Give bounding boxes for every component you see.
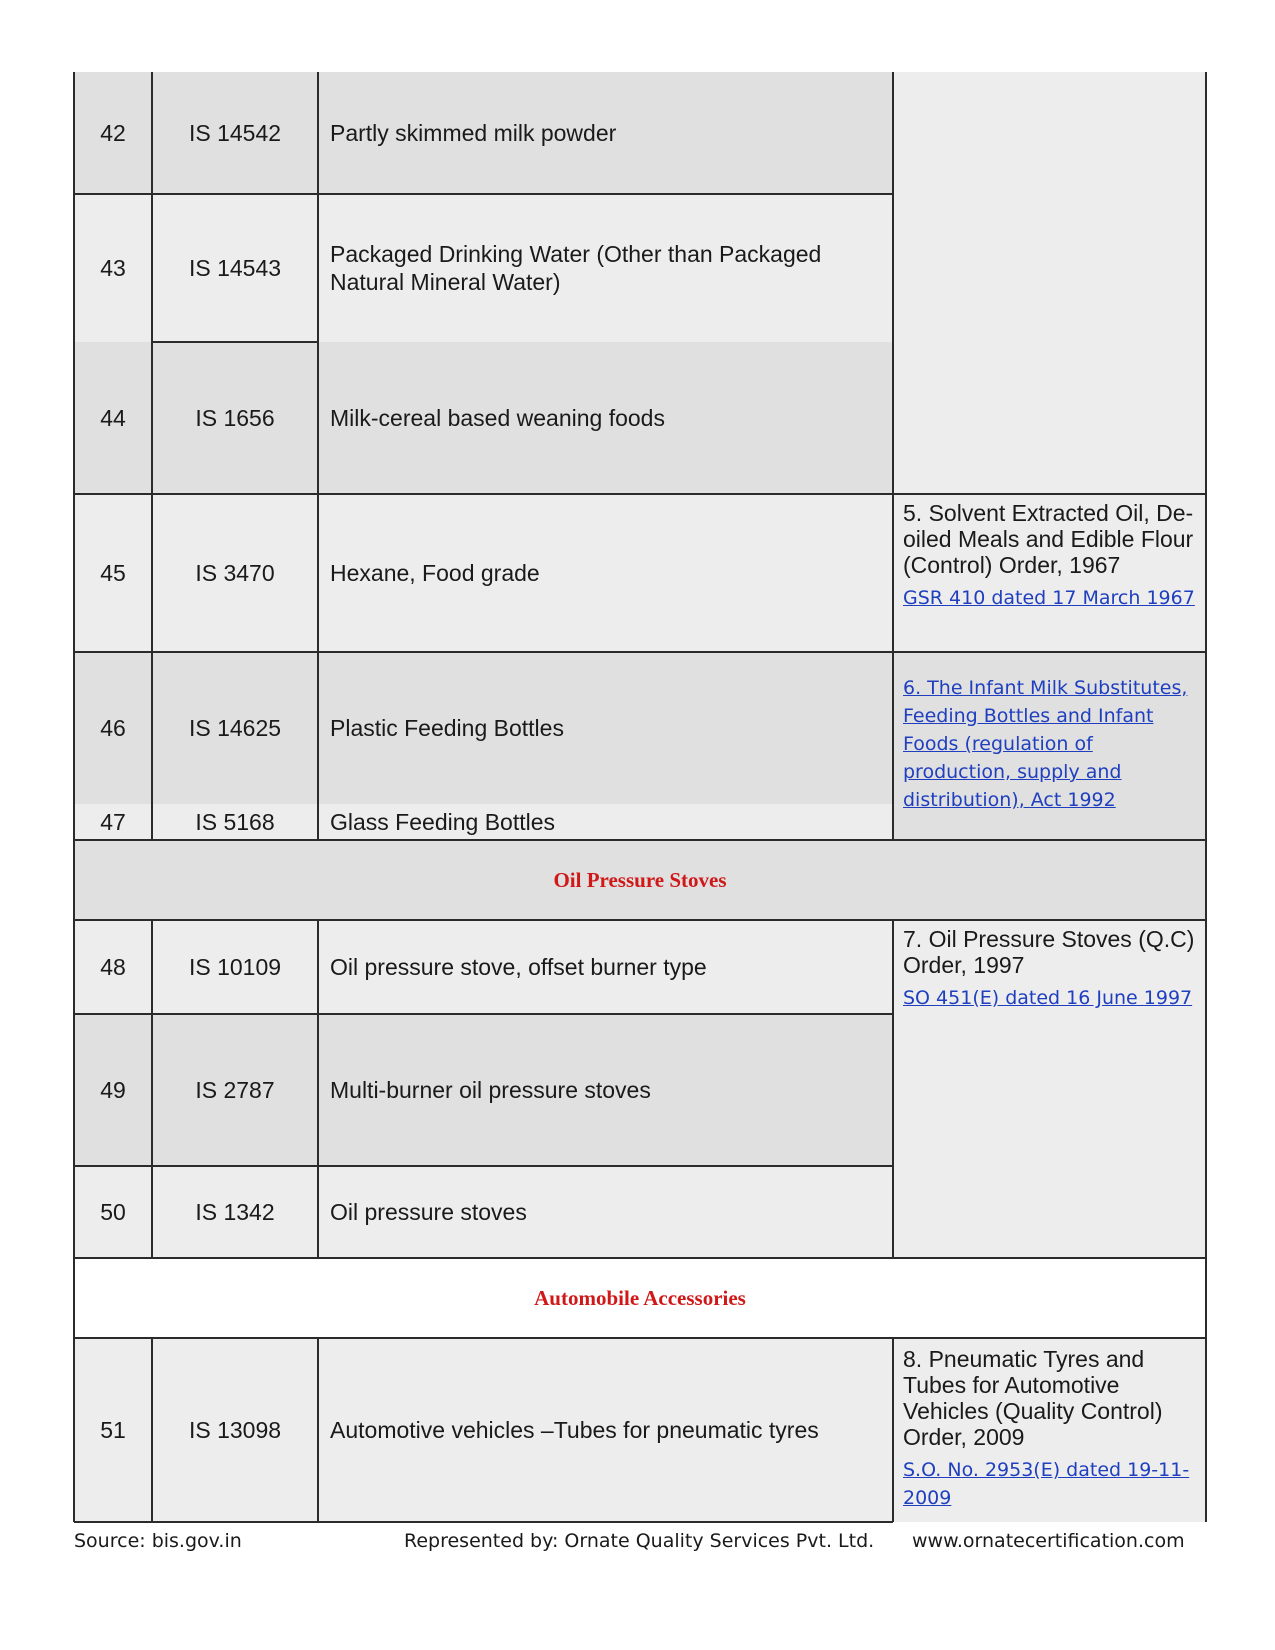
row-divider (74, 1337, 1206, 1339)
standard-code: IS 3470 (152, 494, 318, 652)
section-heading-oil-pressure-stoves: Oil Pressure Stoves (74, 840, 1206, 920)
row-divider (152, 341, 318, 343)
order-link[interactable]: SO 451(E) dated 16 June 1997 (903, 987, 1193, 1009)
standard-code: IS 10109 (152, 920, 318, 1014)
column-divider (151, 72, 153, 840)
column-divider (151, 1338, 153, 1522)
product-description: Packaged Drinking Water (Other than Packaged Natural Mineral Water) (318, 194, 893, 342)
product-description: Multi-burner oil pressure stoves (318, 1014, 893, 1166)
order-stoves (903, 926, 1203, 1012)
standard-code: IS 5168 (152, 804, 318, 840)
order-title: 5. Solvent Extracted Oil, De-oiled Meals and Edible Flour (Control) Order, 1967 (903, 500, 1194, 578)
row-number: 46 (74, 652, 152, 804)
column-divider (317, 72, 319, 840)
section-heading-automobile-accessories: Automobile Accessories (74, 1258, 1206, 1338)
row-divider (74, 493, 1206, 495)
standard-code: IS 1342 (152, 1166, 318, 1258)
order-title: 7. Oil Pressure Stoves (Q.C) Order, 1997 (903, 926, 1195, 978)
row-divider (74, 919, 1206, 921)
row-number: 47 (74, 804, 152, 840)
product-description: Milk-cereal based weaning foods (318, 342, 893, 494)
row-number: 48 (74, 920, 152, 1014)
order-title: 8. Pneumatic Tyres and Tubes for Automotive Vehicles (Quality Control) Order, 2009 (903, 1346, 1163, 1450)
column-divider (892, 920, 894, 1258)
row-divider (74, 193, 893, 195)
order-cell-empty (893, 72, 1206, 494)
row-number: 45 (74, 494, 152, 652)
order-infant (903, 674, 1203, 814)
product-description: Automotive vehicles –Tubes for pneumatic tyres (318, 1338, 893, 1522)
footer-represented-by: Represented by: Ornate Quality Services Pvt. Ltd. (404, 1530, 875, 1552)
row-number: 42 (74, 72, 152, 194)
table-border-bottom (74, 1521, 893, 1523)
standard-code: IS 14542 (152, 72, 318, 194)
row-divider (74, 651, 1206, 653)
row-number: 43 (74, 194, 152, 342)
row-divider (74, 839, 1206, 841)
footer-source: Source: bis.gov.in (74, 1530, 242, 1552)
column-divider (892, 72, 894, 840)
standard-code: IS 1656 (152, 342, 318, 494)
order-link[interactable]: S.O. No. 2953(E) dated 19-11-2009 (903, 1459, 1190, 1509)
product-description: Plastic Feeding Bottles (318, 652, 893, 804)
column-divider (317, 920, 319, 1258)
row-number: 44 (74, 342, 152, 494)
row-divider (74, 1257, 1206, 1259)
product-description: Glass Feeding Bottles (318, 804, 893, 840)
row-number: 49 (74, 1014, 152, 1166)
order-tyres (903, 1346, 1203, 1512)
row-number: 50 (74, 1166, 152, 1258)
product-description: Partly skimmed milk powder (318, 72, 893, 194)
standard-code: IS 14625 (152, 652, 318, 804)
order-link[interactable]: 6. The Infant Milk Substitutes, Feeding Bottles and Infant Foods (regulation of production, supply and distribution), Act 1992 (903, 677, 1188, 811)
order-link[interactable]: GSR 410 dated 17 March 1967 (903, 587, 1195, 609)
table-border-right (1205, 72, 1207, 1522)
column-divider (151, 920, 153, 1258)
order-solvent (903, 500, 1203, 612)
column-divider (317, 1338, 319, 1522)
product-description: Oil pressure stoves (318, 1166, 893, 1258)
row-number: 51 (74, 1338, 152, 1522)
standard-code: IS 14543 (152, 194, 318, 342)
product-description: Oil pressure stove, offset burner type (318, 920, 893, 1014)
row-divider (74, 1013, 893, 1015)
column-divider (892, 1338, 894, 1522)
table-border-left (73, 72, 75, 1522)
standard-code: IS 2787 (152, 1014, 318, 1166)
standard-code: IS 13098 (152, 1338, 318, 1522)
row-divider (74, 1165, 893, 1167)
footer-website[interactable]: www.ornatecertification.com (912, 1530, 1185, 1552)
product-description: Hexane, Food grade (318, 494, 893, 652)
